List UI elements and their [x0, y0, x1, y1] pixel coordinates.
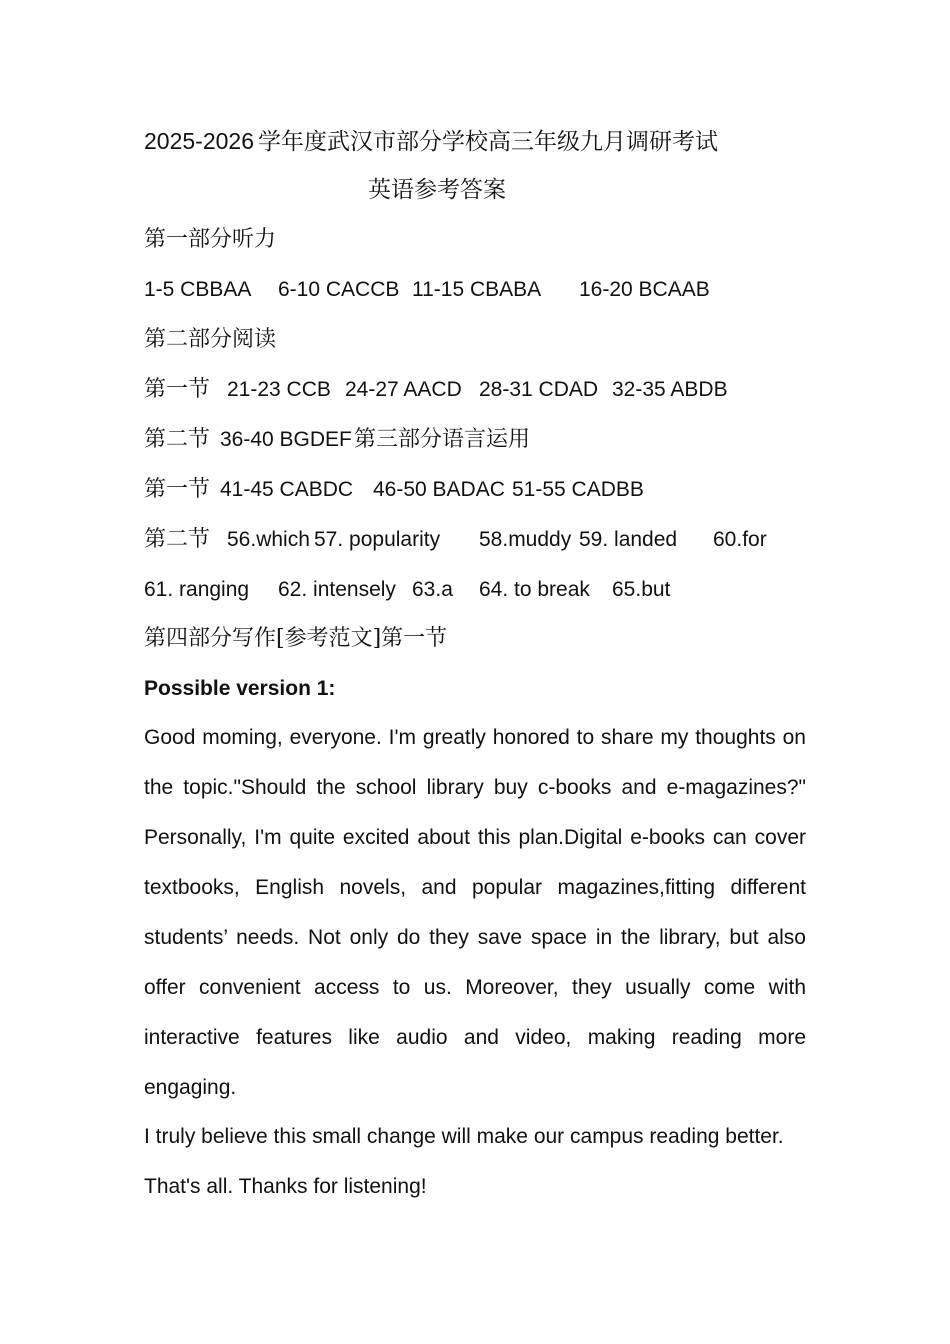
essay-line: That's all. Thanks for listening! [144, 1175, 427, 1198]
answer-item: 59. landed [579, 528, 678, 551]
essay-paragraph-2 [144, 1112, 824, 1212]
answer-item: 58.muddy [479, 528, 572, 551]
title-text: 学年度武汉市部分学校高三年级九月调研考试 [258, 129, 718, 155]
answer-group: 46-50 BADAC [373, 478, 505, 501]
document-title [144, 125, 718, 158]
answer-group: 32-35 ABDB [612, 378, 728, 401]
answer-group: 16-20 BCAAB [579, 278, 710, 301]
essay-line: I truly believe this small change will make our campus reading better. [144, 1125, 784, 1148]
answer-item: 57. popularity [314, 528, 441, 551]
answer-group: 21-23 CCB [227, 378, 331, 401]
answer-group: 36-40 BGDEF [220, 428, 352, 451]
part4-heading: 第四部分写作[参考范文]第一节 [144, 626, 448, 651]
essay-paragraph-1: Good moming, everyone. I'm greatly honored to share my thoughts on the topic."Should the school library buy c-books and e-magazines?" Personally, I'm quite excited about this plan.Digital e-books can cover textbooks, English novels, and popular magazines,fitting different students’ needs. Not only do they save space in the library, but also offer convenient access to us. Moreover, they usually come with interactive features like audio and video, making reading more engaging. [144, 726, 806, 1099]
answer-item: 56.which [227, 528, 310, 551]
answer-item: 64. to break [479, 578, 590, 601]
answer-item: 62. intensely [278, 578, 396, 601]
section-label: 第一节 [144, 477, 211, 502]
answer-group: 28-31 CDAD [479, 378, 599, 401]
answer-group: 11-15 CBABA [412, 278, 542, 301]
part3-heading: 第三部分语言运用 [354, 427, 531, 452]
answer-item: 60.for [713, 528, 767, 551]
answer-group: 41-45 CABDC [220, 478, 354, 501]
document-subtitle: 英语参考答案 [368, 177, 506, 203]
answer-item: 61. ranging [144, 578, 250, 601]
part1-heading: 第一部分听力 [144, 227, 277, 252]
section-label: 第二节 [144, 527, 211, 552]
answer-group: 24-27 AACD [345, 378, 462, 401]
answer-group: 1-5 CBBAA [144, 278, 252, 301]
answer-group: 51-55 CADBB [512, 478, 644, 501]
title-year: 2025-2026 [144, 128, 254, 154]
answer-item: 63.a [412, 578, 453, 601]
answer-item: 65.but [612, 578, 671, 601]
answer-group: 6-10 CACCB [278, 278, 400, 301]
section-label: 第一节 [144, 377, 211, 402]
version-label: Possible version 1: [144, 677, 336, 700]
section-label: 第二节 [144, 427, 211, 452]
part2-heading: 第二部分阅读 [144, 327, 277, 352]
